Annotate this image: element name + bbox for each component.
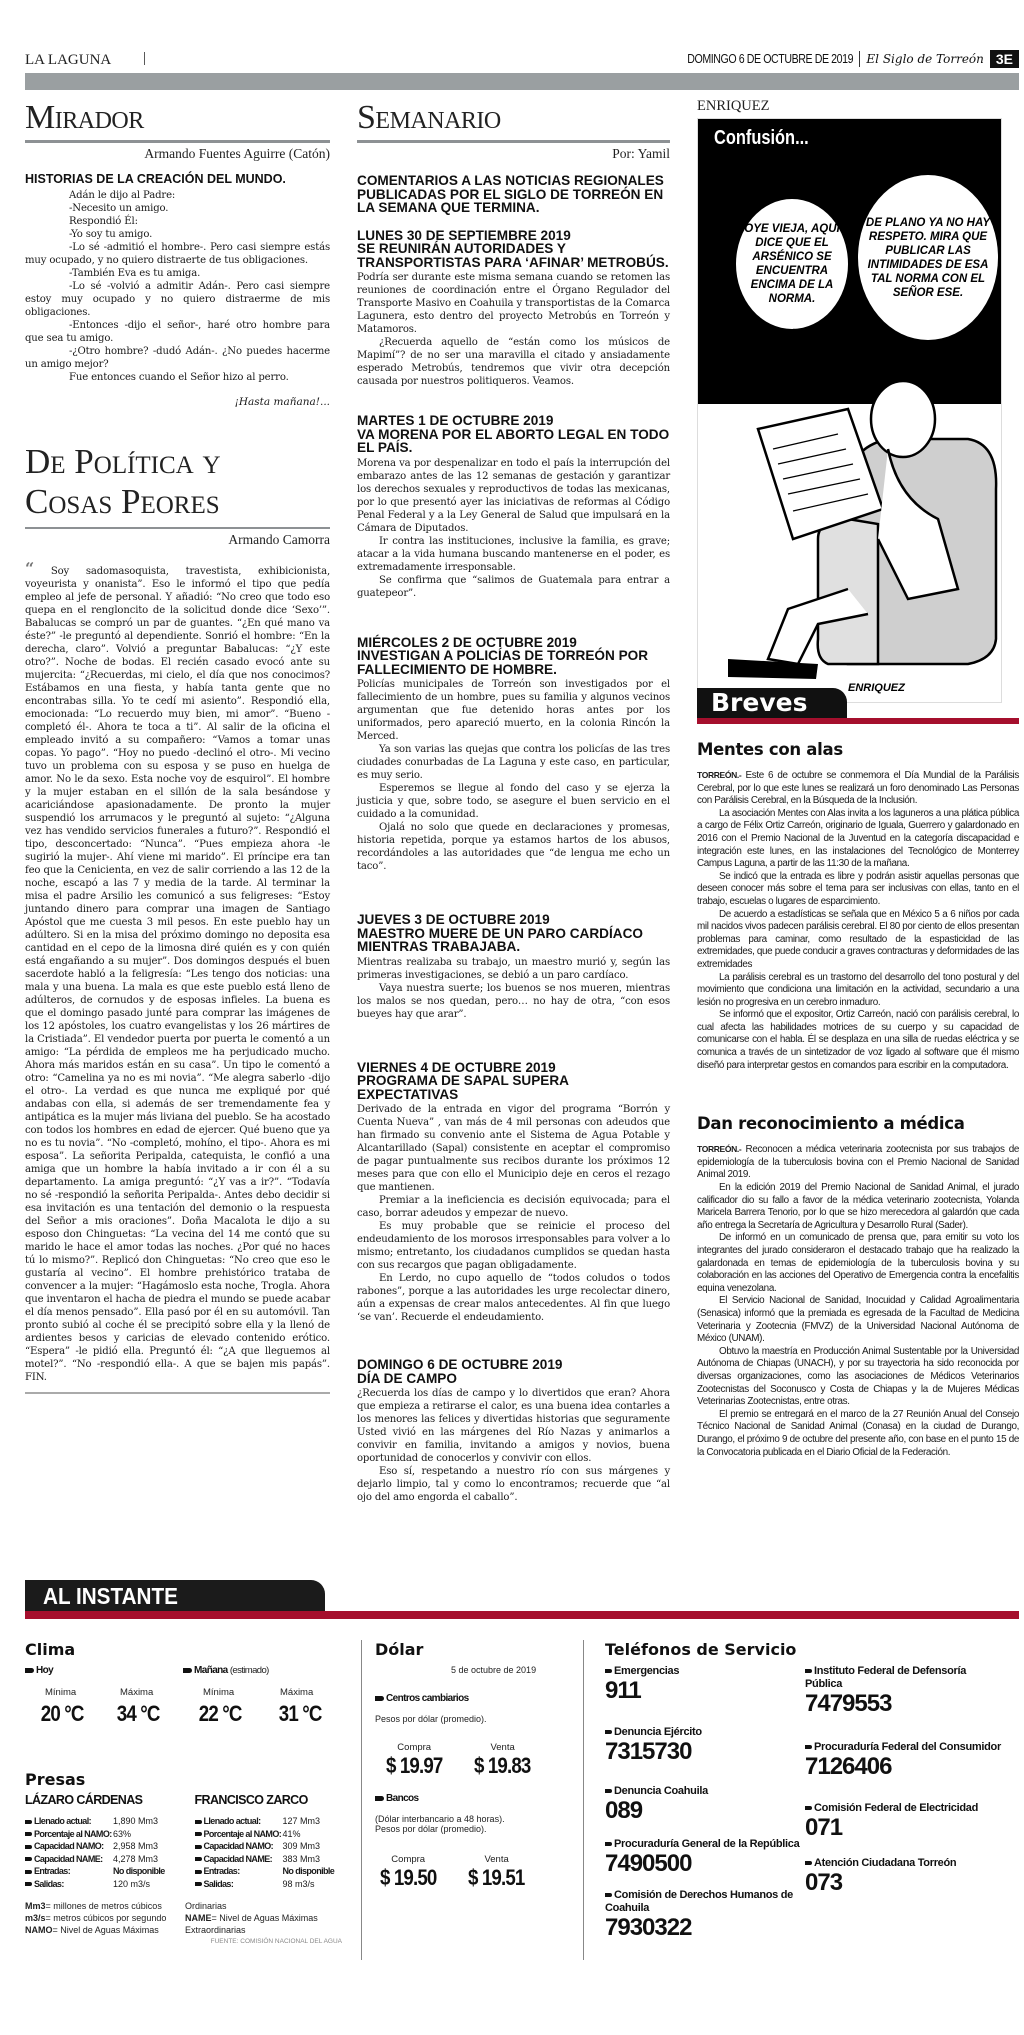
dam-row-label-text: Capacidad NAMO: [203,1841,274,1851]
semanario-item-date: VIERNES 4 DE OCTUBRE 2019 [357,1059,556,1075]
legend-value: Extraordinarias [185,1925,246,1935]
semanario-item-headline: INVESTIGAN A POLICÍAS DE TORREÓN POR FALLECIMIENTO DE HOMBRE. [357,648,649,677]
dam-row-value: No disponible [282,1866,335,1876]
breves-header [697,688,1019,726]
presas-legend [25,1900,350,1936]
semanario-item-headline: PROGRAMA DE SAPAL SUPERA EXPECTATIVAS [357,1073,569,1102]
arrow-icon [605,1789,612,1793]
dam-row-label [195,1853,283,1866]
semanario-items [357,229,670,1505]
breve-text: Se informó que el expositor, Ortiz Carreón, nació con parálisis cerebral, lo cual afecta las habilidades motrices de su cuerpo y su capacidad de comunicarse con el habla. Él se desplaza en una silla de ruedas eléctrica y se comunica a través de un sintetizador de voz ligado al software que él mismo diseñó para interpretar gestos en comandos para escribir en la computadora. [697,1009,1019,1071]
dam-row [195,1828,335,1841]
arrow-icon [25,1820,32,1824]
phone-label-text: Denuncia Ejército [614,1726,702,1738]
dam-name: LÁZARO CÁRDENAS [25,1793,143,1807]
page-number: 3E [990,50,1019,68]
semanario-item-body [357,457,670,600]
breve-paragraph [697,1409,1019,1459]
phone-entry [805,1857,1005,1896]
arrow-icon [605,1730,612,1734]
presas-dams [25,1793,350,1890]
mirador-body [25,189,330,384]
title-rule [25,527,330,529]
semanario-paragraph: Vaya nuestra suerte; los buenos se nos mueren, mientras los malos se nos quedan, pero… no hay de otra, “con esos bueyes hay que arar”. [357,982,670,1020]
dam-row-label-text: Capacidad NAME: [203,1853,273,1864]
phone-number: 7315730 [605,1738,692,1765]
al-instante-red-rule [25,1611,1019,1619]
semanario-paragraph: Podría ser durante este misma semana cuando se retomen las reuniones de coordinación entre el Órgano Regulador del Transporte Masivo en Coahuila y transportistas de la Comarca Lagunera, esto dentro del proyecto Metrobús en Torreón y Matamoros. [357,272,670,335]
phone-number: 911 [605,1677,641,1704]
section-name: LA LAGUNA [25,52,112,68]
dam-row-value: No disponible [113,1866,165,1876]
dam-table [25,1815,165,1890]
arrow-icon [195,1882,202,1886]
dam-row-label-text: Salidas: [34,1878,64,1889]
breves-list [697,740,1019,1459]
al-instante-title: AL INSTANTE [43,1583,178,1609]
semanario-item-body [357,1103,670,1324]
politica-author: Armando Camorra [228,531,330,547]
telefonos-title: Teléfonos de Servicio [605,1640,797,1659]
centros-note: Pesos por dólar (promedio). [375,1714,487,1724]
bancos-label: Bancos [375,1793,575,1804]
header-grey-bar [25,73,1019,90]
title-rule [357,140,670,143]
manana-max-label: Máxima [280,1687,314,1698]
bancos-compra-label: Compra [391,1854,426,1865]
phone-number: 089 [605,1797,643,1824]
dam-row-label [25,1853,113,1866]
phone-number: 073 [805,1869,843,1896]
dam-row [25,1865,165,1878]
semanario-paragraph: Derivado de la entrada en vigor del programa “Borrón y Cuenta Nueva” , van más de 4 mil personas con adeudos que han firmado su convenio ante el Sistema de Agua Potable y Alcantarillado (Sapal) consistente en aceptar el compromiso de pagar puntualmente sus recibos durante los próximos 12 meses para que con ello el Municipio deje en ceros el rezago que mantienen. [357,1104,670,1193]
phone-label-text: Procuraduría Federal del Consumidor [814,1741,1001,1753]
column-middle [357,98,670,1504]
dam-row-label [25,1815,113,1828]
semanario-item-headline: MAESTRO MUERE DE UN PARO CARDÍACO MIENTRAS TRABAJABA. [357,925,643,954]
dam-row [195,1815,335,1828]
clima-section [25,1640,350,1735]
breve-paragraph [697,909,1019,972]
arrow-icon [605,1669,612,1673]
dam-row [195,1865,335,1878]
legend-value: Ordinarias [185,1901,227,1911]
centros-compra-label: Compra [397,1742,432,1753]
legend-key: NAMO [25,1925,53,1935]
breve-item [697,740,1019,1072]
dam-row-label [195,1878,283,1891]
phone-label [805,1665,1005,1691]
legend-key: NAME [185,1913,212,1923]
arrow-icon [183,1668,192,1673]
breve-paragraph [697,1182,1019,1232]
dam-row [195,1853,335,1866]
dam-row-value: 2,958 Mm3 [113,1841,159,1851]
dam-row-label [25,1828,113,1841]
clima-manana-label: Mañana (estimado) [183,1665,269,1676]
dam-row-label [195,1840,283,1853]
speech-bubble-right: DE PLANO YA NO HAY RESPETO. MIRA QUE PUBLICAR LAS INTIMIDADES DE ESA TAL NORMA CON EL SEÑOR ESE. [858,175,998,340]
hoy-min-label: Mínima [45,1687,77,1698]
semanario-paragraph: Ojalá no solo que quede en declaraciones y promesas, historia repetida, porque ya estamos hartos de los abusos, recordándoles a las autoridades que “de lengua me echo un taco”. [357,822,670,872]
column-right [697,98,1019,703]
dam-row-label-text: Salidas: [203,1878,234,1889]
breve-text: Se indicó que la entrada es libre y podrán asistir aquellas personas que deseen conocer más sobre el tema para ser inclusivas con ellas, tanto en el trabajo, escuelas o lugares de esparcimiento. [697,870,1019,907]
legend-value: = metros cúbicos por segundo [45,1913,167,1923]
semanario-item-headline: DÍA DE CAMPO [357,1370,457,1386]
presas-legend-item [25,1912,185,1924]
dam-row [25,1840,165,1853]
bancos-note1: (Dólar interbancario a 48 horas). [375,1814,505,1824]
presas-legend-item [185,1900,345,1912]
dam-row-label-text: Entradas: [34,1866,71,1876]
phone-number: 7930322 [605,1914,692,1941]
mirador-paragraph: Fue entonces cuando el Señor hizo al perro. [69,371,289,383]
semanario-paragraph: Ir contra las instituciones, inclusive la familia, es grave; atacar a la vida humana buscando mantenerse en el poder, es extremadamente irresponsable. [357,535,670,573]
semanario-author: Por: Yamil [612,146,670,161]
semanario-paragraph: En Lerdo, no cupo aquello de “todos coludos o todos rabones”, porque a las autoridades les urge recolectar dinero, aún a expensas de crear malos antecedentes. Al fin que luego ‘se van’. Recuerde el endeudamiento. [357,1273,670,1323]
presas-legend-item [185,1912,345,1924]
semanario-item-body [357,678,670,873]
dam-block [195,1793,351,1890]
cartoon-signature: ENRIQUEZ [848,682,905,694]
arrow-icon [805,1806,812,1810]
bancos-venta-label: Venta [484,1854,509,1865]
dam-row-value: 4,278 Mm3 [113,1853,159,1864]
dam-row-label [25,1840,113,1853]
dolar-date: 5 de octubre de 2019 [451,1665,537,1675]
arrow-icon [195,1870,202,1874]
dam-row-value: 41% [282,1828,301,1839]
phone-entry [805,1741,1005,1780]
phone-number: 071 [805,1814,843,1841]
semanario-item-headline: SE REUNIRÁN AUTORIDADES Y TRANSPORTISTAS PARA ‘AFINAR’ METROBÚS. [357,241,669,270]
phone-label-text: Comisión de Derechos Humanos de Coahuila [605,1889,793,1914]
mirador-title: Mirador [25,99,144,136]
telefonos-left [605,1665,805,1941]
column-end-rule [25,1392,330,1394]
arrow-icon [25,1882,32,1886]
semanario-item-body [357,1387,670,1504]
presas-legend-item [25,1924,185,1936]
mirador-paragraph: Respondió Él: [69,215,138,227]
dam-row-value: 120 m3/s [113,1878,151,1889]
breve-body [697,769,1019,1072]
editorial-cartoon [697,118,1002,703]
dam-name: FRANCISCO ZARCO [194,1793,308,1807]
dam-row-label-text: Llenado actual: [203,1816,261,1826]
dam-table [195,1815,335,1890]
dam-row-value: 98 m3/s [282,1878,315,1889]
issue-date: DOMINGO 6 DE OCTUBRE DE 2019 [687,52,854,66]
telefonos-right [805,1665,1005,1941]
breve-paragraph [697,871,1019,909]
arrow-icon [25,1832,32,1836]
clima-hoy-label: Hoy [25,1665,53,1676]
centros-venta-value: $ 19.83 [474,1753,531,1778]
cartoon-title: Confusión... [714,127,809,149]
presas-legend-item [25,1900,185,1912]
phone-label-text: Instituto Federal de Defensoría Pública [805,1665,967,1690]
mirador-paragraph: -También Eva es tu amiga. [69,267,201,279]
dam-row [25,1853,165,1866]
cartoonist-name: ENRIQUEZ [697,98,770,114]
hoy-min-temp: 20 °C [40,1701,84,1726]
semanario-paragraph: Policías municipales de Torreón son investigados por el fallecimiento de un hombre, pues su familia y algunos vecinos argumentan que fue detenido horas antes por los uniformados, pero apareció muerto, en la colonia Rincón la Merced. [357,679,670,742]
breve-text: De acuerdo a estadísticas se señala que en México 5 a 6 niños por cada mil nacidos vivos padecen parálisis cerebral. El 80 por ciento de ellos presentan problemas para caminar, como resultado de la espasticidad de las extremidades, que puede conducir a graves contracturas y deformidades de las extremidades [697,908,1019,970]
dam-row [195,1840,335,1853]
bancos-venta-value: $ 19.51 [468,1865,525,1890]
politica-body [25,558,331,1384]
semanario-paragraph: Morena va por despenalizar en todo el país la interrupción del embarazo antes de las 12 semanas de gestación y garantizar los derechos sexuales y reproductivos de todas las mexicanas, por lo que presentó ayer las iniciativas de reformas al Código Penal Federal y a la Ley General de Salud que impulsará en la Cámara de Diputados. [357,457,670,534]
breve-text: Reconocen a médica veterinaria zootecnista por sus trabajos de epidemiología de la tuberculosis bovina con el Premio Nacional de Sanidad Animal 2019. [697,1144,1019,1181]
phone-entry [805,1802,1005,1841]
phone-label-text: Comisión Federal de Electricidad [814,1802,979,1814]
breve-text: Obtuvo la maestría en Producción Animal Sustentable por la Universidad Autónoma de Chiapas (UNACH), y por su trayectoria ha sido reconocida por diversas organizaciones, como las asociaciones de Médicos Veterinarios Zootecnistas del Soconusco y Costa de Chiapas y la de Mujeres Médicas Veterinarias Zootecnistas, entre otras. [697,1345,1019,1408]
breve-city: TORREÓN.- [697,1144,742,1155]
semanario-paragraph: Se confirma que “salimos de Guatemala para entrar a guatepeor”. [357,574,670,599]
mirador-paragraph: -Lo sé -volvió a admitir Adán-. Pero casi siempre estoy muy ocupado y no quiero distraerme de mis obligaciones. [25,280,330,318]
dolar-title: Dólar [375,1640,424,1659]
dam-row-value: 1,890 Mm3 [113,1816,159,1826]
breve-title: Dan reconocimiento a médica [697,1114,965,1134]
semanario-paragraph: Esperemos se llegue al fondo del caso y se ejerza la justicia y que, sobre todo, se asegure el buen servicio en el cuidado a la comunidad. [357,783,670,820]
dam-row [25,1815,165,1828]
semanario-paragraph: ¿Recuerda aquello de “están como los músicos de Mapimí”? de no ser una maravilla el citado y ansiadamente esperado Metrobús, tendremos que vivir otra decepción causada por nuestros politiqueros. Veamos. [357,337,670,387]
breve-text: La parálisis cerebral es un trastorno del desarrollo del tono postural y del movimiento que condiciona una limitación en la actividad, secundario a una lesión no progresiva en un cerebro inmaduro. [697,971,1019,1008]
arrow-icon [805,1861,812,1865]
arrow-icon [195,1845,202,1849]
breve-paragraph [697,808,1019,871]
presas-source: FUENTE: COMISIÓN NACIONAL DEL AGUA [210,1938,342,1945]
arrow-icon [25,1845,32,1849]
breve-text: La asociación Mentes con Alas invita a los laguneros a una plática pública a cargo de Félix Ortiz Carreón, originario de Iguala, Guerrero y galardonado en 2016 con el Premio Nacional de la Juventud en la categoría discapacidad e integración este lunes, en las instalaciones del Tecnológico de Monterrey Campus Laguna, a partir de las 11:30 de la mañana. [697,807,1019,870]
dam-row-value: 383 Mm3 [282,1853,321,1864]
phone-number: 7479553 [805,1690,892,1717]
breves-title: Breves [711,688,808,717]
newspaper-logo: El Siglo de Torreón [866,52,984,66]
centros-compra-value: $ 19.97 [385,1753,443,1778]
breve-text: En la edición 2019 del Premio Nacional de Sanidad Animal, el jurado calificador dio su fallo a favor de la médica veterinario zootecnista, Yolanda Maricela Barrera Tenorio, por lo que se hizo merecedora al galardón que cada año entrega la Secretaría de Agricultura y Desarrollo Rural (Sader). [697,1182,1019,1231]
dolar-section [375,1640,575,1891]
dam-row-label-text: Capacidad NAMO: [34,1841,104,1851]
phone-label-text: Denuncia Coahuila [614,1785,708,1797]
dam-row-value: 63% [113,1828,132,1839]
title-rule [25,140,330,143]
breve-title: Mentes con alas [697,740,843,759]
divider [859,51,860,67]
dam-row-label-text: Capacidad NAME: [34,1853,103,1864]
arrow-icon [605,1893,612,1897]
politica-text: Soy sadomasoquista, travestista, exhibicionista, voyeurista y onanista”. Eso le informó el tipo que pedía empleo al jefe de personal. Y añadió: “No creo que todo eso quepa en el rengloncito de la solicitud donde dice ‘Sexo’”. Babalucas se compró un par de guantes. “¿En qué mano va éste?” -le preguntó al dependiente. Sonrió el hombre: “En la derecha, claro”. Volvió a preguntar Babalucas: “¿Y este otro?”. Noche de bodas. El recién casado evocó ante su mujercita: “¿Recuerdas, mi cielo, el día que nos conocimos? Estábamos en una fiesta, y había tanta gente que no encontrabas silla. Yo te cedí mi asiento”. Respondió ella, emocionada: “Lo recuerdo muy bien, mi amor”. “Bueno -completó él-. Ahora te toca a ti”. Al salir de la oficina el empleado invitó a su compañero: “Vamos a tomar unas copas. Yo pago”. “Hoy no puedo -declinó el otro-. Mi vecino tuvo un problema con su esposa y se puso en huelga de amor. No le da sexo. Esta noche voy de esquirol”. El hombre y la mujer estaban en el sillón de la sala besándose y acariciándose apasionadamente. De pronto la mujer suspendió los arrumacos y le preguntó al sujeto: “¿Alguna vez has vendido servicios funerales a futuro?”. Respondió el tipo, desconcertado: “Nunca”. “Pues empieza ahora -le sugirió la mujer-. Ahí viene mi marido”. El príncipe era tan feo que la Cenicienta, en vez de salir corriendo a las 12 de la noche, escapó a las 7 y media de la tarde. Al terminar la misa el padre Arsilio les comunicó a sus feligreses: “Estoy juntando dinero para comprar una imagen de Santiago Apóstol que me cuesta 3 mil pesos. En este pueblo hay un adúltero. Si en la misa del próximo domingo no deposita esa cantidad en el cepo de la limosna diré quién es y con quién está engañando a su mujer”. Dos domingos después el buen sacerdote habló a la feligresía: “Les tengo dos noticias: una mala y una buena. La mala es que este pueblo está lleno de adúlteros, de cornudos y de esposas infieles. La buena es que el domingo pasado junté para comprar las imágenes de los 12 apóstoles, los cuatro evangelistas y los 26 mártires de la Cristiada”. El vendedor puerta por puerta le comentó a un amigo: “La pérdida de empleos me ha perjudicado mucho. Ahora más maridos están en su casa”. Un tipo le comentó a otro: “Camelina ya no es mi novia”. “Me alegra saberlo -dijo el otro-. La verdad es que nunca me expliqué por qué andabas con ella, si además de ser tremendamente fea y antipática es la mujer más liviana del pueblo. Se ha acostado con todos los hombres en edad de ejercer. Qué bueno que ya no es tu novia”. “No -completó, mohíno, el tipo-. Ahora es mi esposa”. La señorita Peripalda, catequista, le confió a una amiga que un hombre la había invitado a ir con él a su departamento. La amiga preguntó: “¿Y vas a ir?”. “Todavía no sé -respondió la señorita Peripalda-. Antes debo decidir si esa invitación es una tentación del demonio o la respuesta del Señor a mis oraciones”. Doña Macalota le dijo a su esposo don Chinguetas: “La vecina del 14 me contó que su marido le hace el amor todas las noches. ¿Por qué no haces tú lo mismo?”. Replicó don Chinguetas: “No creo que eso le gustaría al vecino”. El hombre prehistórico trataba de convencer a la mujer: “Hagámoslo esta noche, Trogla. Ahora que inventaron el hacha de piedra el mundo se puede acabar el día menos pensado”. Ella pasó por él en su automóvil. Tan pronto subió al coche él se precipitó sobre ella y la llenó de ardientes besos y caricias de elevado contenido erótico. “Espera” -le pidió ella. Preguntó él: “¿A que lleguemos al motel?”. “No -respondió ella-. A que se bajen mis papás”. FIN. [25,565,331,1383]
breve-text: De informó en un comunicado de prensa que, para emitir su voto los integrantes del jurado consideraron el destacado trabajo que ha realizado la galardonada en temas de epidemiología de la tuberculosis bovina y su colaboración en las acciones del Operativo de Emergencia contra la encefalitis equina venezolana. [697,1232,1019,1294]
arrow-icon [195,1857,202,1861]
arrow-icon [605,1842,612,1846]
quote-icon: “ [25,558,35,578]
arrow-icon [25,1668,34,1673]
breves-red-rule [697,718,1019,724]
politica-title-line2: Cosas Peores [25,481,220,521]
breve-paragraph [697,1232,1019,1295]
presas-legend-item [185,1924,345,1936]
dam-row-label [195,1815,283,1828]
manana-max-temp: 31 °C [278,1701,322,1726]
hoy-max-temp: 34 °C [116,1701,160,1726]
semanario-item-date: MARTES 1 DE OCTUBRE 2019 [357,413,554,428]
arrow-icon [375,1796,384,1801]
breve-paragraph [697,972,1019,1010]
semanario-intro: COMENTARIOS A LAS NOTICIAS REGIONALES PUBLICADAS POR EL SIGLO DE TORREÓN EN LA SEMANA QUE TERMINA. [357,173,664,215]
dam-row-value: 309 Mm3 [282,1841,321,1851]
breve-paragraph [697,1295,1019,1345]
dam-row [25,1828,165,1841]
phone-entry [805,1665,1005,1717]
telefonos-section [605,1640,1015,1941]
masthead [25,48,1019,70]
legend-value: = millones de metros cúbicos [45,1901,162,1911]
mirador-paragraph: -¿Otro hombre? -dudó Adán-. ¿No puedes hacerme un amigo mejor? [25,345,330,370]
hoy-max-label: Máxima [120,1687,154,1698]
breve-body [697,1143,1019,1459]
divider [361,1640,362,1960]
semanario-item [357,229,670,389]
bancos-note2: Pesos por dólar (promedio). [375,1824,487,1834]
al-instante-header [25,1580,1019,1620]
legend-value: = Nivel de Aguas Máximas [52,1925,159,1935]
man-head-drawing [871,381,935,457]
dam-row [195,1878,335,1891]
breve-paragraph [697,769,1019,808]
semanario-item-body [357,956,670,1021]
phone-entry [605,1889,805,1941]
arrow-icon [375,1696,384,1701]
semanario-item [357,1061,670,1325]
phone-number: 7490500 [605,1850,692,1877]
semanario-item-headline: VA MORENA POR EL ABORTO LEGAL EN TODO EL PAÍS. [357,426,670,455]
breve-item [697,1114,1019,1459]
breve-paragraph [697,1346,1019,1409]
centros-venta-label: Venta [490,1742,515,1753]
arrow-icon [25,1870,32,1874]
legend-key: Mm3 [25,1901,46,1911]
semanario-item-date: MIÉRCOLES 2 DE OCTUBRE 2019 [357,634,577,650]
dam-row [25,1878,165,1891]
semanario-item-date: JUEVES 3 DE OCTUBRE 2019 [357,912,550,927]
column-left [25,98,330,1394]
dam-row-label-text: Porcentaje al NAMO: [34,1828,112,1839]
phone-number: 7126406 [805,1753,892,1780]
breve-city: TORREÓN.- [697,770,742,780]
manana-min-label: Mínima [203,1687,235,1698]
section-divider: | [143,50,147,66]
dam-row-value: 127 Mm3 [282,1816,321,1826]
mirador-paragraph: Adán le dijo al Padre: [69,189,176,201]
mirador-author: Armando Fuentes Aguirre (Catón) [144,146,330,161]
dam-row-label-text: Entradas: [203,1866,240,1876]
semanario-item [357,913,670,1021]
phone-label [605,1889,805,1915]
phone-label-text: Procuraduría General de la República [614,1838,800,1850]
divider [583,1640,584,1960]
phone-entry [605,1665,805,1704]
semanario-item-date: DOMINGO 6 DE OCTUBRE 2019 [357,1357,563,1372]
dam-row-label-text: Porcentaje al NAMO: [203,1828,282,1839]
presas-title: Presas [25,1770,86,1789]
arrow-icon [195,1820,202,1824]
dam-row-label [195,1865,283,1878]
dam-row-label-text: Llenado actual: [34,1816,92,1826]
manana-min-temp: 22 °C [198,1701,242,1726]
phone-entry [605,1726,805,1765]
mirador-paragraph: -Yo soy tu amigo. [69,228,153,240]
semanario-item [357,1358,670,1504]
arrow-icon [195,1832,202,1836]
presas-section [25,1770,350,1945]
phone-entry [605,1838,805,1877]
phone-label-text: Emergencias [614,1665,680,1677]
semanario-paragraph: Premiar a la ineficiencia es decisión equivocada; para el caso, borrar adeudos y empezar de nuevo. [357,1195,670,1219]
semanario-paragraph: Es muy probable que se reinicie el proceso del endeudamiento de los morosos irresponsables para volver a lo mismo; entretanto, los ciudadanos cumplidos se quedan hasta con sus recargos que pagan obligadamente. [357,1221,670,1271]
semanario-paragraph: Mientras realizaba su trabajo, un maestro murió y, según las primeras investigaciones, se debió a un paro cardíaco. [357,956,670,981]
speech-bubble-left: OYE VIEJA, AQUÍ DICE QUE EL ARSÉNICO SE ENCUENTRA ENCIMA DE LA NORMA. [736,199,848,329]
phone-entry [605,1785,805,1824]
phone-label-text: Atención Ciudadana Torreón [814,1857,957,1869]
semanario-paragraph: Ya son varias las quejas que contra los policías de las tres ciudades conurbadas de La Laguna y este caso, en particular, es muy serio. [357,744,670,781]
politica-title [25,442,330,522]
breve-text: El Servicio Nacional de Sanidad, Inocuidad y Calidad Agroalimentaria (Senasica) informó que la premiada es egresada de la Facultad de Medicina Veterinaria y Zootecnia (FMVZ) de la Universidad Nacional Autónoma de México (UNAM). [697,1295,1019,1345]
centros-label: Centros cambiarios [375,1693,575,1704]
mirador-paragraph: -Necesito un amigo. [69,202,169,214]
semanario-item-date: LUNES 30 DE SEPTIEMBRE 2019 [357,227,571,243]
breve-text: El premio se entregará en el marco de la 27 Reunión Anual del Consejo Técnico Nacional de Sanidad Animal (Conasa) en la ciudad de Durango, Durango, el próximo 9 de octubre del presente año, con base en el punto 15 de la Convocatoria publicada en el Diario Oficial de la Federación. [697,1408,1019,1458]
bancos-compra-value: $ 19.50 [379,1865,437,1890]
semanario-paragraph: Eso sí, respetando a nuestro río con sus márgenes y dejarlo limpio, tal y como lo encontramos; recuerde que “al ojo del amo engorda el caballo”. [357,1466,670,1503]
mirador-paragraph: -Entonces -dijo el señor-, haré otro hombre para que sea tu amigo. [25,319,330,344]
breve-paragraph [697,1143,1019,1182]
semanario-item-body [357,271,670,388]
dam-row-label [25,1878,113,1891]
breve-text: Este 6 de octubre se conmemora el Día Mundial de la Parálisis Cerebral, por lo que este lunes se realizará un foro denominado Las Personas con Parálisis Cerebral, en la Búsqueda de la Inclusión. [697,770,1019,807]
arrow-icon [805,1745,812,1749]
mirador-paragraph: -Lo sé -admitió el hombre-. Pero casi siempre estás muy ocupado, y no quiero distraerte de tus obligaciones. [25,241,330,266]
arrow-icon [805,1669,812,1673]
cartoon-drawing [698,119,1002,703]
dam-row-label [25,1865,113,1878]
semanario-item [357,414,670,600]
clima-title: Clima [25,1640,76,1659]
semanario-item [357,636,670,874]
mirador-signoff: ¡Hasta mañana!... [234,395,330,408]
legend-key: m3/s [25,1913,46,1923]
dam-block [25,1793,181,1890]
dam-row-label [195,1828,283,1841]
mirador-headline: HISTORIAS DE LA CREACIÓN DEL MUNDO. [25,172,286,186]
legend-value: = Nivel de Aguas Máximas [211,1913,318,1923]
arrow-icon [25,1857,32,1861]
politica-title-line1: De Política y [25,441,221,481]
breve-paragraph [697,1009,1019,1072]
semanario-paragraph: ¿Recuerda los días de campo y lo divertidos que eran? Ahora que empieza a retirarse el calor, es una buena idea contarles a los menores las felices y divertidas historias que seguramente Usted vivió en las márgenes del Río Nazas y animarlos a convivir en familia, invitando a amigos y novios, buena oportunidad de conocerlos y convivir con ellos. [357,1388,670,1464]
semanario-title: Semanario [357,99,501,136]
